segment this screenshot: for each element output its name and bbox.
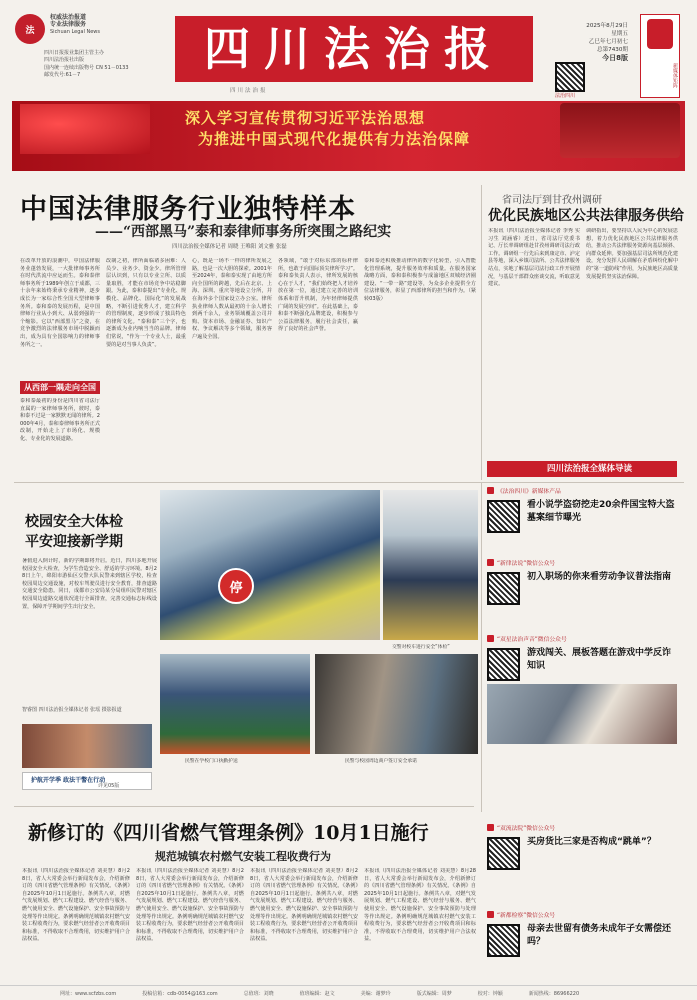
lead-column-5: 泰和泰还积极推动律所的数字化转型，引入智能化管理系统，提升服务效率和质量。在服务国家战略方面，泰和泰积极参与成渝地区双城经济圈建设、“一带一路”建设等，为众多企业提供全方位法律服务，彰显了西部律所的担当和作为。（紧转03版） — [364, 258, 476, 302]
header-org-info — [50, 14, 160, 36]
campus-promo-box[interactable] — [22, 772, 152, 790]
media-item-title[interactable]: 看小说学盗窃挖走20余件国宝特大盗墓案细节曝光 — [527, 500, 675, 523]
banner-line-2: 为推进中国式现代化提供有力法治保障 — [198, 130, 471, 148]
date-line: 2025年8月29日 — [586, 23, 628, 29]
info-line: 邮发代号:61－7 — [44, 72, 81, 79]
media-item-source: “双流法院”微信公众号 — [487, 823, 677, 832]
media-item[interactable] — [487, 823, 677, 885]
media-item-source: “双星法治声音”微信公众号 — [487, 634, 677, 643]
campus-byline: 智睿图 四川法治报全媒体记者 张瑶 摄影报道 — [22, 707, 122, 713]
gas-column-2: 本报讯（四川法治报全媒体记者 刘美慧）8月28日，省人大常委会举行新闻发布会，介绍新修订的《四川省燃气管理条例》有关情况。《条例》自2025年10月1日起施行。条例共八章，对燃气发展规划、燃气工程建设、燃气经营与服务、燃气使用安全、燃气设施保护、安全事故预防与处理等作出规定。条例明确规范城镇农村燃气安装工程收费行为，要求燃气经营者公开收费项目和标准，不得收取不合理费用，切实维护用户合法权益。 — [136, 868, 244, 943]
campus-main-photo — [160, 490, 380, 640]
media-qr-code[interactable] — [487, 648, 520, 681]
tiananmen-decoration — [560, 103, 680, 158]
campus-promo-image — [22, 724, 152, 768]
footer-item: 美编：谢梦玲 — [360, 990, 391, 997]
media-qr-code[interactable] — [487, 837, 520, 870]
bullet-icon — [487, 824, 494, 831]
new-media-panel — [640, 14, 680, 98]
campus-headline-line: 平安迎接新学期 — [25, 534, 123, 550]
right-article-column-2: 调研指出，要坚持以人民为中心的发展思想，着力优化民族地区公共法律服务供给，推动公共法律服务资源向基层倾斜、向群众延伸。要加强基层司法所规范化建设，充分发挥人民调解在矛盾纠纷化解中的“第一道防线”作用，为民族地区高质量发展提供坚实法治保障。 — [586, 228, 678, 280]
newspaper-seal-logo: 法 — [15, 14, 45, 44]
info-line: 四川法治报社出版 — [44, 57, 85, 64]
stop-sign: 停 — [218, 568, 254, 604]
media-qr-code[interactable] — [487, 924, 520, 957]
page-count: 今日8版 — [602, 54, 628, 62]
bullet-icon — [487, 635, 494, 642]
media-item-title[interactable]: 游戏闯关、展板答题在游戏中学反诈知识 — [527, 648, 672, 671]
promo-text: 护航开学季 政法干警在行动 — [31, 777, 106, 784]
side-label: 新媒体矩阵 — [672, 62, 678, 88]
footer-item: 总值班：刘晓 — [243, 990, 274, 997]
right-article-kicker: 省司法厅到甘孜州调研 — [502, 195, 602, 206]
footer-item: 校对：钟颖 — [477, 990, 503, 997]
lead-column-1b: 泰和泰最初的身份是四川省司法厅直属的一家律师事务所，彼时，泰和泰不过是一家默默无闻的律所。2000年4月，泰和泰律师事务所正式改制，开始走上了市场化、规模化、专业化的发展道路。 — [20, 398, 100, 442]
photo-caption: 民警在学校门口执勤护送 — [185, 759, 238, 764]
lead-column-4: 各领域，“敢于对标东部的标杆律所，也敢于向国际顶尖律所学习”。泰和泰负责人表示，律所发展的核心在于人才，“我们始终把人才培养放在第一位，通过建立完善的培训体系和晋升机制，为年轻律师提供广阔的发展空间”。在此基础上，泰和泰不断强化品牌建设，积极参与公益法律服务，履行社会责任，赢得了良好的社会声誉。 — [278, 258, 358, 333]
gas-column-4: 本报讯（四川法治报全媒体记者 刘美慧）8月28日，省人大常委会举行新闻发布会，介绍新修订的《四川省燃气管理条例》有关情况。《条例》自2025年10月1日起施行。条例共八章，对燃气发展规划、燃气工程建设、燃气经营与服务、燃气使用安全、燃气设施保护、安全事故预防与处理等作出规定。条例明确规范城镇农村燃气安装工程收费行为，要求燃气经营者公开收费项目和标准，不得收取不合理费用，切实维护用户合法权益。 — [364, 868, 476, 943]
footer-item: 版式编辑：周梦 — [416, 990, 452, 997]
lead-section-heading-1: 从西部一隅走向全国 — [20, 381, 100, 394]
bullet-icon — [487, 487, 494, 494]
campus-headline[interactable] — [25, 512, 123, 552]
media-photo — [487, 684, 677, 744]
issue-date-block — [548, 22, 628, 62]
column-divider — [481, 185, 482, 480]
app-icon — [647, 19, 673, 49]
lead-column-1: 在改革开放的浪潮中，中国法律服务业蓬勃发展，一大批律师事务所在时代洪流中应运而生。泰和泰律师事务所于1989年创立于成都，三十余年来始终秉承专业精神，逐步成长为一家综合性全国大型律师事务所。泰和泰的发展历程，是中国律师行业从小到大、从弱到强的一个缩影。它以“西部黑马”之姿，在竞争激烈的法律服务市场中脱颖而出，成为具有全国影响力的律师事务所之一。 — [20, 258, 100, 348]
banner-line-1: 深入学习宣传贯彻习近平法治思想 — [185, 109, 426, 127]
flag-decoration — [20, 104, 150, 154]
org-line: 专业法律服务 — [50, 21, 87, 29]
media-item-title[interactable]: 初入职场的你来看劳动争议普法指南 — [527, 572, 672, 582]
media-item-source: “新律法说”微信公众号 — [487, 558, 677, 567]
lead-column-2: 改制之初，律所面临诸多困难：人员少、业务少、资金少。律所管理层认识到，只有以专业立所、以质量取胜，才能在市场竞争中站稳脚跟。为此，泰和泰提出“专业化、规模化、品牌化、国际化”的发展战略，不断引进优秀人才，建立科学的管理制度，逐步形成了独具特色的律所文化。“泰和泰”三个字，也逐渐成为业内响当当的品牌。律师们常说，“作为一个专业人士，最重要的是对当事人负责”。 — [106, 258, 186, 348]
masthead: 四川法治报 — [175, 16, 533, 82]
masthead-subtitle: 四川法治报 — [230, 88, 268, 94]
page-footer — [0, 985, 697, 1000]
right-article-headline[interactable]: 优化民族地区公共法律服务供给 — [488, 208, 684, 224]
lead-column-3: 心，既是一场不一样的律所发展之路，也是一次大胆的探索。2001年至2024年，泰和泰实现了由地方所向全国所的跨越，先后在北京、上海、深圳、重庆等地设立分所，并在海外多个国家设立办公室。律所执业律师人数从最初的十余人增长到两千余人，业务领域覆盖公司并购、资本市场、金融证券、知识产权、争议解决等多个领域，服务客户遍及全国。 — [192, 258, 272, 340]
media-item-title[interactable]: 母亲去世留有债务未成年子女需偿还吗？ — [527, 924, 672, 947]
section-divider — [14, 806, 474, 807]
media-qr-code[interactable] — [487, 572, 520, 605]
photo-caption: 民警与校园周边商户签订安全承诺 — [345, 759, 417, 764]
media-item-title[interactable]: 买房货比三家是否构成“跳单”？ — [527, 837, 656, 847]
gas-column-1: 本报讯（四川法治报全媒体记者 刘美慧）8月28日，省人大常委会举行新闻发布会，介绍新修订的《四川省燃气管理条例》有关情况。《条例》自2025年10月1日起施行。条例共八章，对燃气发展规划、燃气工程建设、燃气经营与服务、燃气使用安全、燃气设施保护、安全事故预防与处理等作出规定。条例明确规范城镇农村燃气安装工程收费行为，要求燃气经营者公开收费项目和标准，不得收取不合理费用，切实维护用户合法权益。 — [22, 868, 130, 943]
info-line: 四川日报报业集团主管主办 — [44, 50, 105, 56]
campus-photo-2 — [383, 490, 478, 640]
gas-regulation-headline[interactable]: 新修订的《四川省燃气管理条例》10月1日施行 — [28, 822, 429, 844]
right-article-column-1: 本报讯（四川法治报全媒体记者 李秀 实习生 刘涵睿）近日，省司法厅党委书记、厅长率调研组赴甘孜州调研司法行政工作。调研组一行先后来到康定市、泸定县等地，深入乡镇司法所、公共法律服务站点，实地了解基层司法行政工作开展情况，与基层干部群众座谈交流，听取意见建议。 — [488, 228, 580, 288]
media-item[interactable] — [487, 910, 677, 972]
header-publication-info — [44, 50, 169, 80]
footer-item: 值班编辑：赵文 — [299, 990, 335, 997]
section-divider — [14, 482, 684, 483]
lead-subheadline: ——“西部黑马”泰和泰律师事务所突围之路纪实 — [95, 224, 392, 240]
promo-page: 详见05版 — [98, 783, 120, 789]
date-line: 总第7430期 — [596, 47, 628, 53]
photo-caption: 交警对校车进行安全“体检” — [392, 645, 450, 650]
date-line: 星期五 — [611, 31, 628, 37]
org-line: 权威法治报道 — [50, 14, 87, 21]
footer-item[interactable]: 网址：www.scfzbs.com — [60, 990, 117, 997]
qr-label: 法治四川 — [555, 93, 576, 99]
bullet-icon — [487, 559, 494, 566]
bullet-icon — [487, 911, 494, 918]
campus-photo-3 — [160, 654, 310, 754]
campus-photo-4 — [315, 654, 478, 754]
lead-byline: 四川法治报全媒体记者 周晓 王唯阳 刘文雅 张磊 — [172, 244, 287, 250]
date-line: 乙巳年七月初七 — [588, 39, 628, 45]
org-line: Sichuan Legal News — [50, 28, 100, 35]
media-item[interactable] — [487, 558, 677, 620]
campus-headline-line: 校园安全大体检 — [25, 514, 123, 530]
info-line: 国内统一连续出版物号 CN 51－0133 — [44, 64, 129, 71]
column-divider — [481, 482, 482, 812]
gas-regulation-subheadline: 规范城镇农村燃气安装工程收费行为 — [155, 850, 331, 863]
media-item[interactable] — [487, 486, 677, 548]
media-item-source: 《法治四川》新媒体产品 — [487, 486, 677, 495]
media-qr-code[interactable] — [487, 500, 520, 533]
media-item[interactable] — [487, 634, 677, 746]
media-guide-bar: 四川法治报全媒体导读 — [487, 461, 677, 477]
media-item-source: “新都检察”微信公众号 — [487, 910, 677, 919]
campus-body: 暑假进入倒计时，新的学期即将开启。近日，四川多地开展校园安全大检查，为学生营造安全、舒适的学习环境。8月28日上午，绵阳市游仙区交警大队民警来到辖区学校，检查校园周边交通设施，对校车驾驶员进行安全教育，排查道路交通安全隐患。同日，成都市公安局某分局组织民警对辖区校园周边道路交通状况进行全面排查，完善交通标志标线设置，保障开学期间学生出行安全。 — [22, 558, 157, 610]
gas-column-3: 本报讯（四川法治报全媒体记者 刘美慧）8月28日，省人大常委会举行新闻发布会，介绍新修订的《四川省燃气管理条例》有关情况。《条例》自2025年10月1日起施行。条例共八章，对燃气发展规划、燃气工程建设、燃气经营与服务、燃气使用安全、燃气设施保护、安全事故预防与处理等作出规定。条例明确规范城镇农村燃气安装工程收费行为，要求燃气经营者公开收费项目和标准，不得收取不合理费用，切实维护用户合法权益。 — [250, 868, 358, 943]
footer-item: 新闻热线：86966220 — [528, 990, 580, 997]
footer-item[interactable]: 投稿信箱：cdb-0054@163.com — [142, 990, 218, 997]
lead-headline[interactable]: 中国法律服务行业独特样本 — [20, 194, 356, 225]
header-qr-code[interactable] — [555, 62, 585, 92]
